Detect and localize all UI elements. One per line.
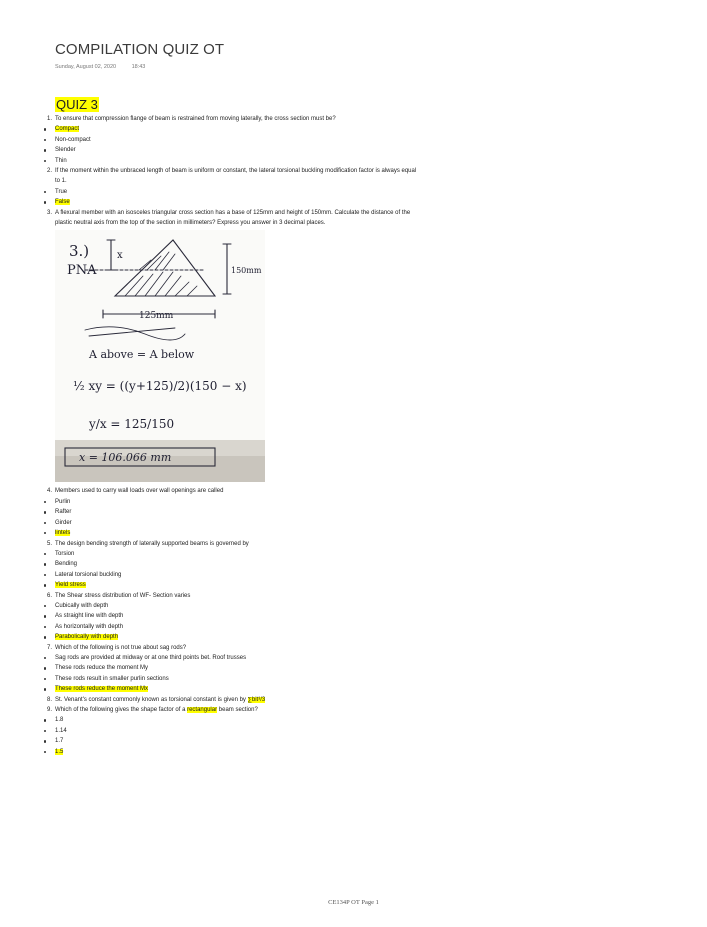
question-text: The Shear stress distribution of WF- Section varies [55, 592, 191, 599]
question-text: The design bending strength of laterally supported beams is governed by [55, 540, 249, 547]
question-number: 5. [46, 540, 52, 547]
page-title: COMPILATION QUIZ OT [55, 41, 225, 58]
page-footer: CE134P OT Page 1 [328, 899, 379, 906]
option-7c: These rods result in smaller purlin sections [42, 674, 422, 684]
option-1a: Compact [42, 124, 422, 134]
question-text: St. Venant's constant commonly known as torsional constant is given by [55, 696, 248, 703]
option-9c: 1.7 [42, 736, 422, 746]
figure-label-base: 125mm [139, 311, 174, 322]
question-number: 2. [46, 168, 52, 175]
question-6 [42, 591, 422, 601]
option-7b: These rods reduce the moment My [42, 663, 422, 673]
question-text: To ensure that compression flange of beam is restrained from moving laterally, the cross section must be? [55, 116, 336, 122]
question-text: Which of the following is not true about sag rods? [55, 644, 187, 651]
question-text: Which of the following gives the shape factor of a [55, 707, 188, 713]
question-2 [42, 166, 422, 187]
question-text: A flexural member with an isosceles triangular cross section has a base of 125mm and height of 150mm. Calculate the distance of the plastic neutral axis from the top of the section in millimeters? Express you answer in 3 decimal places. [55, 209, 411, 227]
page-date: Sunday, August 02, 2020 [55, 64, 117, 70]
question-4 [42, 486, 422, 496]
question-5 [42, 539, 422, 549]
question-3 [42, 208, 422, 229]
page-time: 18:43 [131, 64, 146, 70]
option-4a: Purlin [42, 497, 422, 507]
figure-eq-3: y/x = 125/150 [89, 417, 175, 432]
question-8 [42, 695, 422, 705]
option-9d: 1.5 [42, 747, 422, 757]
question-1 [42, 114, 422, 124]
option-7d: These rods reduce the moment Mx [42, 684, 422, 694]
figure-label-pna: PNA [67, 263, 97, 279]
option-9b: 1.14 [42, 726, 422, 736]
figure-label-height: 150mm [231, 266, 262, 276]
option-4b: Rafter [42, 507, 422, 517]
question-number: 8. [46, 696, 52, 703]
option-6b: As straight line with depth [42, 611, 422, 621]
handwritten-solution-image [55, 230, 265, 482]
option-6c: As horizontally with depth [42, 622, 422, 632]
option-5d: Yield stress [42, 580, 422, 590]
keyword-highlight: rectangular [187, 707, 218, 713]
figure-eq-1: A above = A below [89, 348, 195, 362]
question-text: If the moment within the unbraced length of beam is uniform or constant, the lateral torsional buckling modification factor is always equal to 1. [55, 168, 417, 185]
question-text: Members used to carry wall loads over wall openings are called [55, 488, 224, 495]
answer-highlight: ∑bit³/3 [247, 696, 266, 703]
option-7a: Sag rods are provided at midway or at one third points bet. Roof trusses [42, 653, 422, 663]
option-2b: False [42, 197, 422, 207]
option-4d: lintels [42, 528, 422, 538]
option-1b: Non-compact [42, 135, 422, 145]
question-7 [42, 643, 422, 653]
option-1c: Slender [42, 145, 422, 155]
question-number: 7. [46, 644, 52, 651]
figure-label-x: x [117, 250, 123, 262]
question-9: 9. Which of the following gives the shape factor of a rectangular beam section? [42, 705, 422, 715]
option-2a: True [42, 187, 422, 197]
option-9a: 1.8 [42, 715, 422, 725]
figure-label-num: 3.) [69, 242, 90, 261]
option-6a: Cubically with depth [42, 601, 422, 611]
option-5c: Lateral torsional buckling [42, 570, 422, 580]
question-list [42, 114, 422, 757]
quiz-heading: QUIZ 3 [56, 97, 98, 112]
question-number: 3. [46, 209, 52, 216]
option-5b: Bending [42, 559, 422, 569]
question-number: 9. [46, 707, 52, 713]
option-1d: Thin [42, 156, 422, 166]
option-5a: Torsion [42, 549, 422, 559]
figure-answer: x = 106.066 mm [79, 451, 172, 465]
figure-eq-2: ½ xy = ((y+125)/2)(150 − x) [73, 379, 247, 394]
page-timestamp [55, 64, 159, 70]
question-number: 1. [46, 116, 52, 122]
question-number: 4. [46, 488, 52, 495]
option-6d: Parabolically with depth [42, 632, 422, 642]
option-4c: Girder [42, 518, 422, 528]
question-number: 6. [46, 592, 52, 599]
